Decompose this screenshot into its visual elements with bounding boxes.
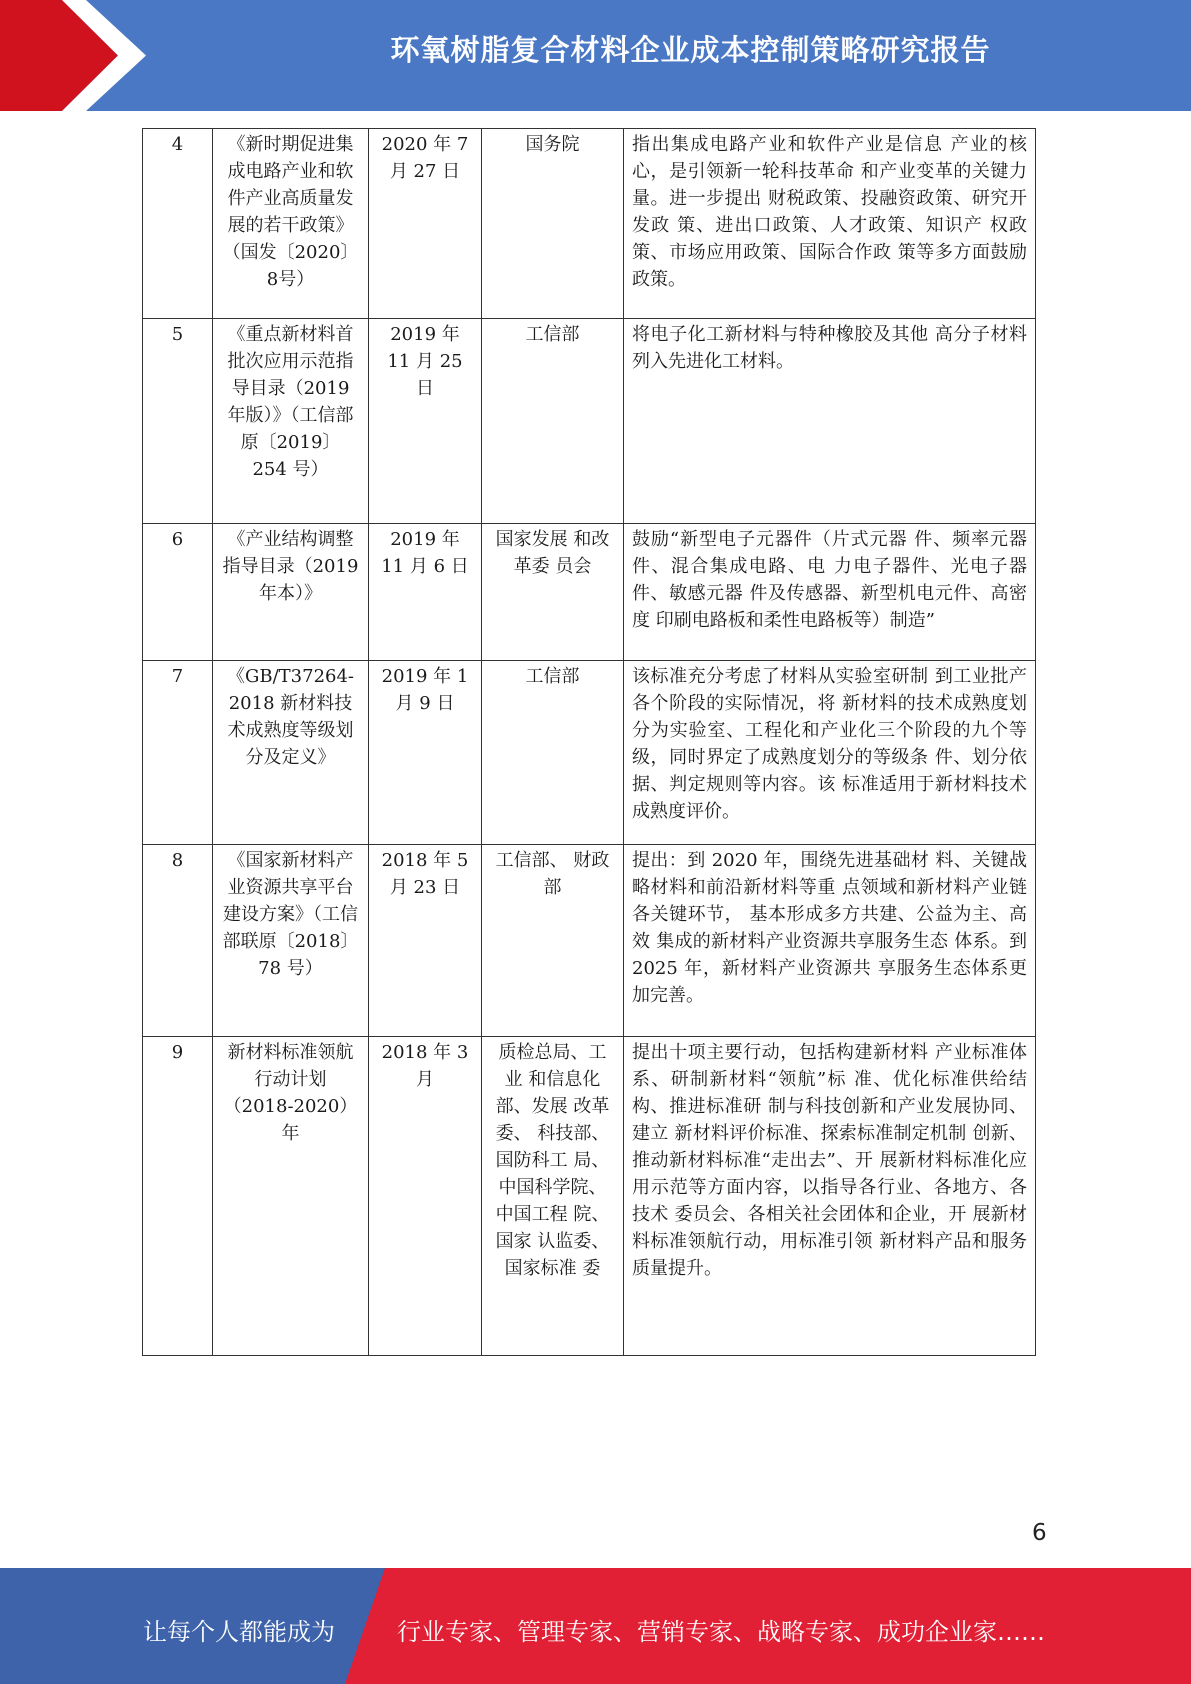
issue-date: 2019 年 11 月 6 日 bbox=[369, 524, 482, 661]
issuing-department: 国家发展 和改革委 员会 bbox=[482, 524, 624, 661]
issuing-department: 质检总局、工业 和信息化部、发展 改革委、 科技部、 国防科工 局、中国科学院、 中国工程 院、国家 认监委、 国家标准 委 bbox=[482, 1037, 624, 1356]
table-row bbox=[143, 661, 1036, 845]
policy-name: 新材料标准领航行动计划（2018-2020）年 bbox=[213, 1037, 369, 1356]
issue-date: 2018 年 3 月 bbox=[369, 1037, 482, 1356]
footer-slogan-right: 行业专家、管理专家、营销专家、战略专家、成功企业家…… bbox=[397, 1618, 1045, 1646]
issuing-department: 工信部 bbox=[482, 319, 624, 524]
policy-content: 将电子化工新材料与特种橡胶及其他 高分子材料列入先进化工材料。 bbox=[624, 319, 1036, 524]
policy-name: 《重点新材料首批次应用示范指导目录（2019 年版）》（工信部原〔2019〕 254 号） bbox=[213, 319, 369, 524]
issuing-department: 工信部 bbox=[482, 661, 624, 845]
table-row bbox=[143, 319, 1036, 524]
footer-slogan-left: 让每个人都能成为 bbox=[143, 1618, 335, 1646]
row-number: 7 bbox=[143, 661, 213, 845]
table-row bbox=[143, 524, 1036, 661]
table-row bbox=[143, 845, 1036, 1037]
report-title: 环氧树脂复合材料企业成本控制策略研究报告 bbox=[390, 33, 991, 67]
issue-date: 2018 年 5 月 23 日 bbox=[369, 845, 482, 1037]
policy-name: 《GB/T37264-2018 新材料技术成熟度等级划分及定义》 bbox=[213, 661, 369, 845]
issuing-department: 国务院 bbox=[482, 129, 624, 319]
policy-name: 《新时期促进集成电路产业和软件产业高质量发展的若干政策》（国发〔2020〕 8号） bbox=[213, 129, 369, 319]
policy-content: 提出十项主要行动，包括构建新材料 产业标准体系、研制新材料“领航”标 准、优化标准供给结构、推进标准研 制与科技创新和产业发展协同、建立 新材料评价标准、探索标准制定机制 创新、推动新材料标准“走出去”、开 展新材料标准化应用示范等方面内容，以指导各行业、各地方、各技术 委员会、各相关社会团体和企业，开 展新材料标准领航行动，用标准引领 新材料产品和服务质量提升。 bbox=[624, 1037, 1036, 1356]
policy-content: 提出：到 2020 年，围绕先进基础材 料、关键战略材料和前沿新材料等重 点领域和新材料产业链各关键环节， 基本形成多方共建、公益为主、高效 集成的新材料产业资源共享服务生态 体系。到 2025 年，新材料产业资源共 享服务生态体系更加完善。 bbox=[624, 845, 1036, 1037]
policy-content: 指出集成电路产业和软件产业是信息 产业的核心，是引领新一轮科技革命 和产业变革的关键力量。进一步提出 财税政策、投融资政策、研究开发政 策、进出口政策、人才政策、知识产 权政策、市场应用政策、国际合作政 策等多方面鼓励政策。 bbox=[624, 129, 1036, 319]
issuing-department: 工信部、 财政部 bbox=[482, 845, 624, 1037]
issue-date: 2019 年 1 月 9 日 bbox=[369, 661, 482, 845]
row-number: 8 bbox=[143, 845, 213, 1037]
policy-content: 该标准充分考虑了材料从实验室研制 到工业批产各个阶段的实际情况，将 新材料的技术成熟度划分为实验室、工程化和产业化三个阶段的九个等 级，同时界定了成熟度划分的等级条 件、划分依据、判定规则等内容。该 标准适用于新材料技术成熟度评价。 bbox=[624, 661, 1036, 845]
page-number: 6 bbox=[1032, 1520, 1047, 1546]
policy-name: 《国家新材料产业资源共享平台建设方案》（工信部联原〔2018〕 78 号） bbox=[213, 845, 369, 1037]
header-chevron-decoration bbox=[0, 0, 160, 111]
policy-content: 鼓励“新型电子元器件（片式元器 件、频率元器件、混合集成电路、电 力电子器件、光电子器件、敏感元器 件及传感器、新型机电元件、高密度 印刷电路板和柔性电路板等）制造” bbox=[624, 524, 1036, 661]
issue-date: 2020 年 7 月 27 日 bbox=[369, 129, 482, 319]
row-number: 5 bbox=[143, 319, 213, 524]
issue-date: 2019 年 11 月 25 日 bbox=[369, 319, 482, 524]
row-number: 4 bbox=[143, 129, 213, 319]
table-row bbox=[143, 129, 1036, 319]
row-number: 9 bbox=[143, 1037, 213, 1356]
policy-table bbox=[142, 128, 1036, 1356]
header-band bbox=[0, 0, 1191, 111]
row-number: 6 bbox=[143, 524, 213, 661]
table-row bbox=[143, 1037, 1036, 1356]
policy-name: 《产业结构调整指导目录（2019 年本）》 bbox=[213, 524, 369, 661]
